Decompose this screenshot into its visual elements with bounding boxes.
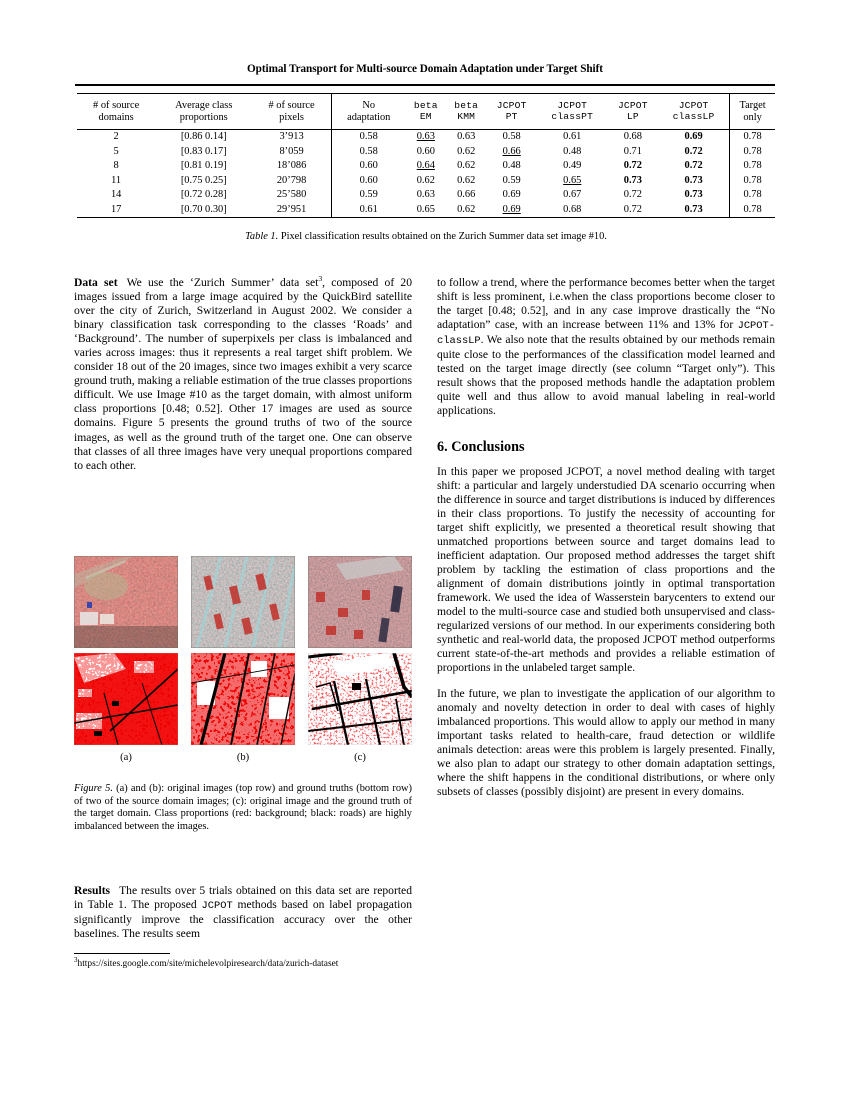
table-cell-value: 0.72 <box>623 203 642 215</box>
table-cell <box>730 144 775 159</box>
table-row <box>77 202 775 217</box>
figure-panel-labels <box>74 752 412 763</box>
table-cell <box>331 202 405 217</box>
table-cell-value: 0.49 <box>563 160 582 172</box>
table-cell <box>406 202 446 217</box>
figure-reference-link[interactable]: 5 <box>158 416 165 430</box>
dataset-text-b: , composed of 20 images issued from a large image acquired by the QuickBird satellite over the city of Zurich, Switzerland in August 2002. We consider a binary classification task corresponding to the classes ‘Roads’ and ‘Background’. The number of superpixels per class is imbalanced and varies across images: thus it represents a real target shift problem. We consider 18 out of the 20 images, since two images exhibit a very scarce ground truth, making a reliable estimation of the true classes proportions difficult. We use Image #10 as the target domain, with almost uniform class proportions [0.48; 0.52]. Other 17 images are used as source domains. Figure <box>74 276 413 430</box>
table-cell-value: [0.72 0.28] <box>180 189 227 201</box>
table-cell <box>406 188 446 203</box>
table-cell <box>730 173 775 188</box>
table-cell <box>446 130 486 145</box>
table-cell-value: 0.65 <box>416 203 435 215</box>
table-cell-value: 0.68 <box>623 131 642 143</box>
table-cell <box>658 173 730 188</box>
table-col-header-1 <box>155 94 252 130</box>
table-col-header-4 <box>406 94 446 130</box>
col-header-line2: domains <box>98 111 134 123</box>
table-col-header-10 <box>730 94 775 130</box>
table-cell-value: 0.48 <box>563 145 582 157</box>
table-cell-value: 0.63 <box>457 131 476 143</box>
table-cell-value: 0.63 <box>416 189 435 201</box>
table-cell-value: 0.48 <box>502 160 521 172</box>
dataset-runin-heading: Data set <box>74 276 118 289</box>
col-header-line1: beta <box>454 99 479 111</box>
table-cell-value: 0.68 <box>563 203 582 215</box>
col-header-line1: JCPOT <box>557 99 588 111</box>
table-cell-value: 0.60 <box>416 145 435 157</box>
table-cell <box>406 173 446 188</box>
table-cell <box>446 188 486 203</box>
table-cell <box>252 144 331 159</box>
col-header-line1: # of source <box>268 99 315 111</box>
table-cell-value: 11 <box>111 174 122 186</box>
table-cell <box>155 159 252 174</box>
results-text-a: The results over 5 trials obtained on this data set are reported in Table <box>74 884 412 912</box>
footnote-number: 3 <box>74 955 78 964</box>
footnote-3 <box>74 955 412 970</box>
table-cell <box>77 159 155 174</box>
table-cell-value: 2 <box>113 131 119 143</box>
figure-panel-label-0: (a) <box>120 752 132 763</box>
table-cell <box>155 202 252 217</box>
footnote-url[interactable]: https://sites.google.com/site/michelevolpiresearch/data/zurich-dataset <box>77 959 339 969</box>
col-header-line1: No <box>362 99 376 111</box>
table-cell <box>252 188 331 203</box>
results-table-container <box>77 93 775 218</box>
table-col-header-3 <box>331 94 405 130</box>
jcpot-classlp-mono: JCPOT-classLP <box>437 320 775 348</box>
col-header-line2: proportions <box>179 111 228 123</box>
table-cell-value: 0.78 <box>743 203 762 215</box>
table-cell-value: 0.62 <box>457 203 476 215</box>
table-cell-value: 0.63 <box>416 131 435 143</box>
table-cell <box>537 130 608 145</box>
dataset-text-c: presents the ground truths of two of the source images, as well as the ground truth of the target one. One can observe that classes of all three images have very unequal proportions compared to each other. <box>74 416 412 472</box>
ground-truth-a <box>74 653 178 745</box>
table-cell-value: 0.62 <box>457 160 476 172</box>
dataset-paragraph <box>74 276 412 473</box>
table-cell-value: 0.62 <box>416 174 435 186</box>
table-cell-value: 0.78 <box>743 189 762 201</box>
figure-5 <box>74 556 412 763</box>
table-row <box>77 188 775 203</box>
table-cell-value: 0.65 <box>563 174 582 186</box>
table-cell-value: 0.59 <box>359 189 378 201</box>
col-header-line2: classPT <box>551 110 594 122</box>
table-cell-value: 25’580 <box>276 189 307 201</box>
table-col-header-2 <box>252 94 331 130</box>
table-cell <box>537 144 608 159</box>
table-cell <box>486 173 537 188</box>
conclusions-paragraph-2: In the future, we plan to investigate the application of our algorithm to anomaly and novelty detection in order to deal with cases of highly imbalanced proportions. This would allow to apply our method in many important tasks related to health-care, fraud detection or wildlife animals detection: areas were this problem is largely presented. Finally, we also plan to adapt our strategy to other domain adaptation settings, where the shift happens in the conditional distributions, or where only subsets of classes (possibly disjoint) are present in every domains. <box>437 686 775 798</box>
table-cell <box>331 130 405 145</box>
table-cell-value: 0.73 <box>684 189 703 201</box>
col-header-line1: # of source <box>93 99 140 111</box>
table-cell <box>608 202 659 217</box>
table-col-header-0 <box>77 94 155 130</box>
table-cell-value: [0.86 0.14] <box>180 131 227 143</box>
table-cell <box>155 188 252 203</box>
table-cell <box>331 144 405 159</box>
table-head <box>77 94 775 130</box>
col-header-line2: classLP <box>672 110 715 122</box>
table-cell <box>730 159 775 174</box>
conclusions-paragraph-1: In this paper we proposed JCPOT, a novel method dealing with target shift: a particular and largely understudied DA scenario occurring when the difference in source and target distributions is induced by differences in their class proportions. To justify the necessity of accounting for target shift explicitly, we presented a theoretical result showing that unmatched proportions between source and target domains lead to inefficient adaptation. Our proposed method addresses the target shift problem by tackling the estimation of class proportions and the alignment of domain distributions jointly in optimal transportation framework. We used the idea of Wasserstein barycenters to extend our model to the multi-source case and studied both unsupervised and class-regularized versions of our method. In our experiments considering both synthetic and real-world data, the proposed JCPOT method outperforms current state-of-the-art methods and provides a reliable estimation of proportions in the unlabeled target sample. <box>437 464 775 675</box>
table-cell-value: 20’798 <box>276 174 307 186</box>
table-cell-value: 0.72 <box>623 160 642 172</box>
table-cell-value: 0.60 <box>359 174 378 186</box>
table-cell-value: 0.59 <box>502 174 521 186</box>
table-cell-value: 0.67 <box>563 189 582 201</box>
table-caption-label: Table 1. <box>245 231 279 242</box>
figure-panel-label-2: (c) <box>354 752 366 763</box>
running-header-title: Optimal Transport for Multi-source Domain Adaptation under Target Shift <box>247 63 603 75</box>
left-text-column <box>74 276 412 473</box>
right-p1-b: . We also note that the results obtained by our methods remain quite close to the performances of the classification model learned and tested on the target image directly (see column “Target only”). This result shows that the proposed methods handle the adaptation problem quite well and thus allow to avoid manual labeling in real-world applications. <box>437 333 775 418</box>
footnote-marker-inline: 3 <box>318 274 323 284</box>
table-cell <box>486 159 537 174</box>
original-image-a <box>74 556 178 648</box>
table-row <box>77 159 775 174</box>
right-paragraph-1 <box>437 276 775 418</box>
figure-panel-label-1: (b) <box>236 752 250 763</box>
original-image-b <box>191 556 295 648</box>
table-cell-value: 0.58 <box>359 131 378 143</box>
satellite-image-c <box>308 556 412 648</box>
table-cell <box>486 130 537 145</box>
table-cell <box>446 159 486 174</box>
table-row <box>77 130 775 145</box>
table-cell <box>730 202 775 217</box>
table-cell-value: 0.61 <box>359 203 378 215</box>
table-cell <box>252 173 331 188</box>
table-row <box>77 144 775 159</box>
table-cell-value: 0.58 <box>359 145 378 157</box>
results-text-b: . The proposed <box>123 898 202 912</box>
figure-caption-text: (a) and (b): original images (top row) and ground truths (bottom row) of two of the source domain images; (c): original image and the ground truth of the target domain. Class proportions (red: background; black: roads) are highly imbalanced between the images. <box>74 783 412 832</box>
table-cell-value: 0.66 <box>457 189 476 201</box>
table-row <box>77 173 775 188</box>
table-cell <box>77 188 155 203</box>
table-cell-value: 0.78 <box>743 145 762 157</box>
col-header-line1: Target <box>739 99 766 111</box>
table-cell <box>658 159 730 174</box>
ground-truth-map-c <box>308 653 412 745</box>
results-mono-jcpot: JCPOT <box>201 900 233 913</box>
table-cell <box>730 188 775 203</box>
table-cell-value: 0.73 <box>623 174 642 186</box>
table-cell <box>608 130 659 145</box>
table-cell <box>77 144 155 159</box>
table-caption <box>77 231 775 242</box>
table-cell <box>730 130 775 145</box>
satellite-image-a <box>74 556 178 648</box>
table-cell <box>446 202 486 217</box>
table-cell <box>537 188 608 203</box>
results-paragraph <box>74 884 412 941</box>
table-cell-value: 0.62 <box>457 174 476 186</box>
table-cell-value: 3’913 <box>279 131 304 143</box>
table-cell-value: 18’086 <box>276 160 307 172</box>
col-header-line2: adaptation <box>347 111 391 123</box>
figure-top-row <box>74 556 412 648</box>
table-cell <box>252 202 331 217</box>
table-cell-value: 14 <box>110 189 122 201</box>
table-cell-value: [0.70 0.30] <box>180 203 227 215</box>
table-cell <box>155 130 252 145</box>
table-cell <box>155 173 252 188</box>
table-cell <box>77 130 155 145</box>
table-reference-link[interactable]: 1 <box>118 898 124 912</box>
table-cell <box>77 202 155 217</box>
table-cell-value: 29’951 <box>276 203 307 215</box>
table-cell-value: 5 <box>113 145 119 157</box>
figure-bottom-row <box>74 653 412 745</box>
results-table <box>77 93 775 218</box>
table-cell-value: [0.83 0.17] <box>180 145 227 157</box>
table-cell-value: 8’059 <box>279 145 304 157</box>
table-cell-value: 0.58 <box>502 131 521 143</box>
table-cell-value: 0.72 <box>684 145 703 157</box>
table-cell <box>486 188 537 203</box>
table-col-header-9 <box>658 94 730 130</box>
right-p1-a: to follow a trend, where the performance becomes better when the target shift is less prominent, i.e.when the class proportions become closer to the target [0.48; 0.52], and in any case improve drastically the “No adaptation” case, with an increase between 11% and 13% for <box>437 276 775 332</box>
col-header-line2: only <box>743 111 762 123</box>
table-cell-value: 0.62 <box>457 145 476 157</box>
satellite-image-b <box>191 556 295 648</box>
table-cell <box>608 173 659 188</box>
ground-truth-c <box>308 653 412 745</box>
table-cell <box>537 159 608 174</box>
section-heading-conclusions: 6. Conclusions <box>437 439 525 456</box>
table-cell <box>252 130 331 145</box>
results-paragraph-block <box>74 884 412 941</box>
table-cell <box>406 144 446 159</box>
ground-truth-map-a <box>74 653 178 745</box>
table-cell-value: [0.81 0.19] <box>180 160 227 172</box>
table-cell-value: 0.73 <box>684 174 703 186</box>
ground-truth-b <box>191 653 295 745</box>
table-cell <box>446 173 486 188</box>
table-caption-text: Pixel classification results obtained on the Zurich Summer data set image #10. <box>278 231 607 242</box>
table-cell <box>155 144 252 159</box>
table-cell-value: 0.73 <box>684 203 703 215</box>
table-cell-value: 0.71 <box>623 145 642 157</box>
col-header-line2: KMM <box>457 110 476 122</box>
table-col-header-5 <box>446 94 486 130</box>
col-header-line1: JCPOT <box>496 99 527 111</box>
figure-caption <box>74 783 412 833</box>
table-cell-value: [0.75 0.25] <box>180 174 227 186</box>
table-cell-value: 0.78 <box>743 174 762 186</box>
col-header-line2: LP <box>626 110 639 122</box>
footnote-separator <box>74 953 170 954</box>
table-cell <box>331 188 405 203</box>
original-image-c <box>308 556 412 648</box>
table-cell <box>406 159 446 174</box>
table-body <box>77 130 775 218</box>
col-header-line1: beta <box>413 99 438 111</box>
col-header-line1: JCPOT <box>678 99 709 111</box>
table-cell-value: 0.72 <box>684 160 703 172</box>
table-cell-value: 0.69 <box>684 131 703 143</box>
table-header-row <box>77 94 775 130</box>
table-cell <box>658 130 730 145</box>
table-cell-value: 17 <box>110 203 122 215</box>
table-cell-value: 0.69 <box>502 203 521 215</box>
table-cell-value: 0.78 <box>743 160 762 172</box>
table-col-header-8 <box>608 94 659 130</box>
col-header-line2: EM <box>419 110 432 122</box>
table-cell <box>77 173 155 188</box>
right-text-column <box>437 276 775 799</box>
table-cell-value: 0.60 <box>359 160 378 172</box>
table-cell-value: 0.78 <box>743 131 762 143</box>
table-cell <box>446 144 486 159</box>
table-cell-value: 0.64 <box>416 160 435 172</box>
table-cell <box>252 159 331 174</box>
col-header-line2: PT <box>505 110 518 122</box>
dataset-text-a: We use the ‘Zurich Summer’ data set <box>126 276 319 289</box>
table-cell-value: 0.61 <box>563 131 582 143</box>
col-header-line2: pixels <box>279 111 304 123</box>
table-cell <box>658 144 730 159</box>
table-cell <box>658 202 730 217</box>
table-cell <box>537 173 608 188</box>
results-runin-heading: Results <box>74 884 111 897</box>
results-text-c: methods based on label propagation significantly improve the classification accuracy over the other baselines. The results seem <box>74 898 412 941</box>
table-cell <box>658 188 730 203</box>
table-cell <box>537 202 608 217</box>
table-cell-value: 0.66 <box>502 145 521 157</box>
table-cell <box>406 130 446 145</box>
table-cell-value: 0.72 <box>623 189 642 201</box>
table-cell <box>608 188 659 203</box>
table-cell-value: 0.69 <box>502 189 521 201</box>
table-cell <box>331 173 405 188</box>
table-cell-value: 8 <box>113 160 119 172</box>
table-cell <box>331 159 405 174</box>
col-header-line1: JCPOT <box>617 99 648 111</box>
table-col-header-7 <box>537 94 608 130</box>
col-header-line1: Average class <box>175 99 233 111</box>
table-cell <box>608 159 659 174</box>
table-cell <box>486 202 537 217</box>
table-col-header-6 <box>486 94 537 130</box>
figure-caption-label: Figure 5. <box>74 783 113 794</box>
table-cell <box>608 144 659 159</box>
table-cell <box>486 144 537 159</box>
ground-truth-map-b <box>191 653 295 745</box>
header-rule <box>75 84 775 86</box>
